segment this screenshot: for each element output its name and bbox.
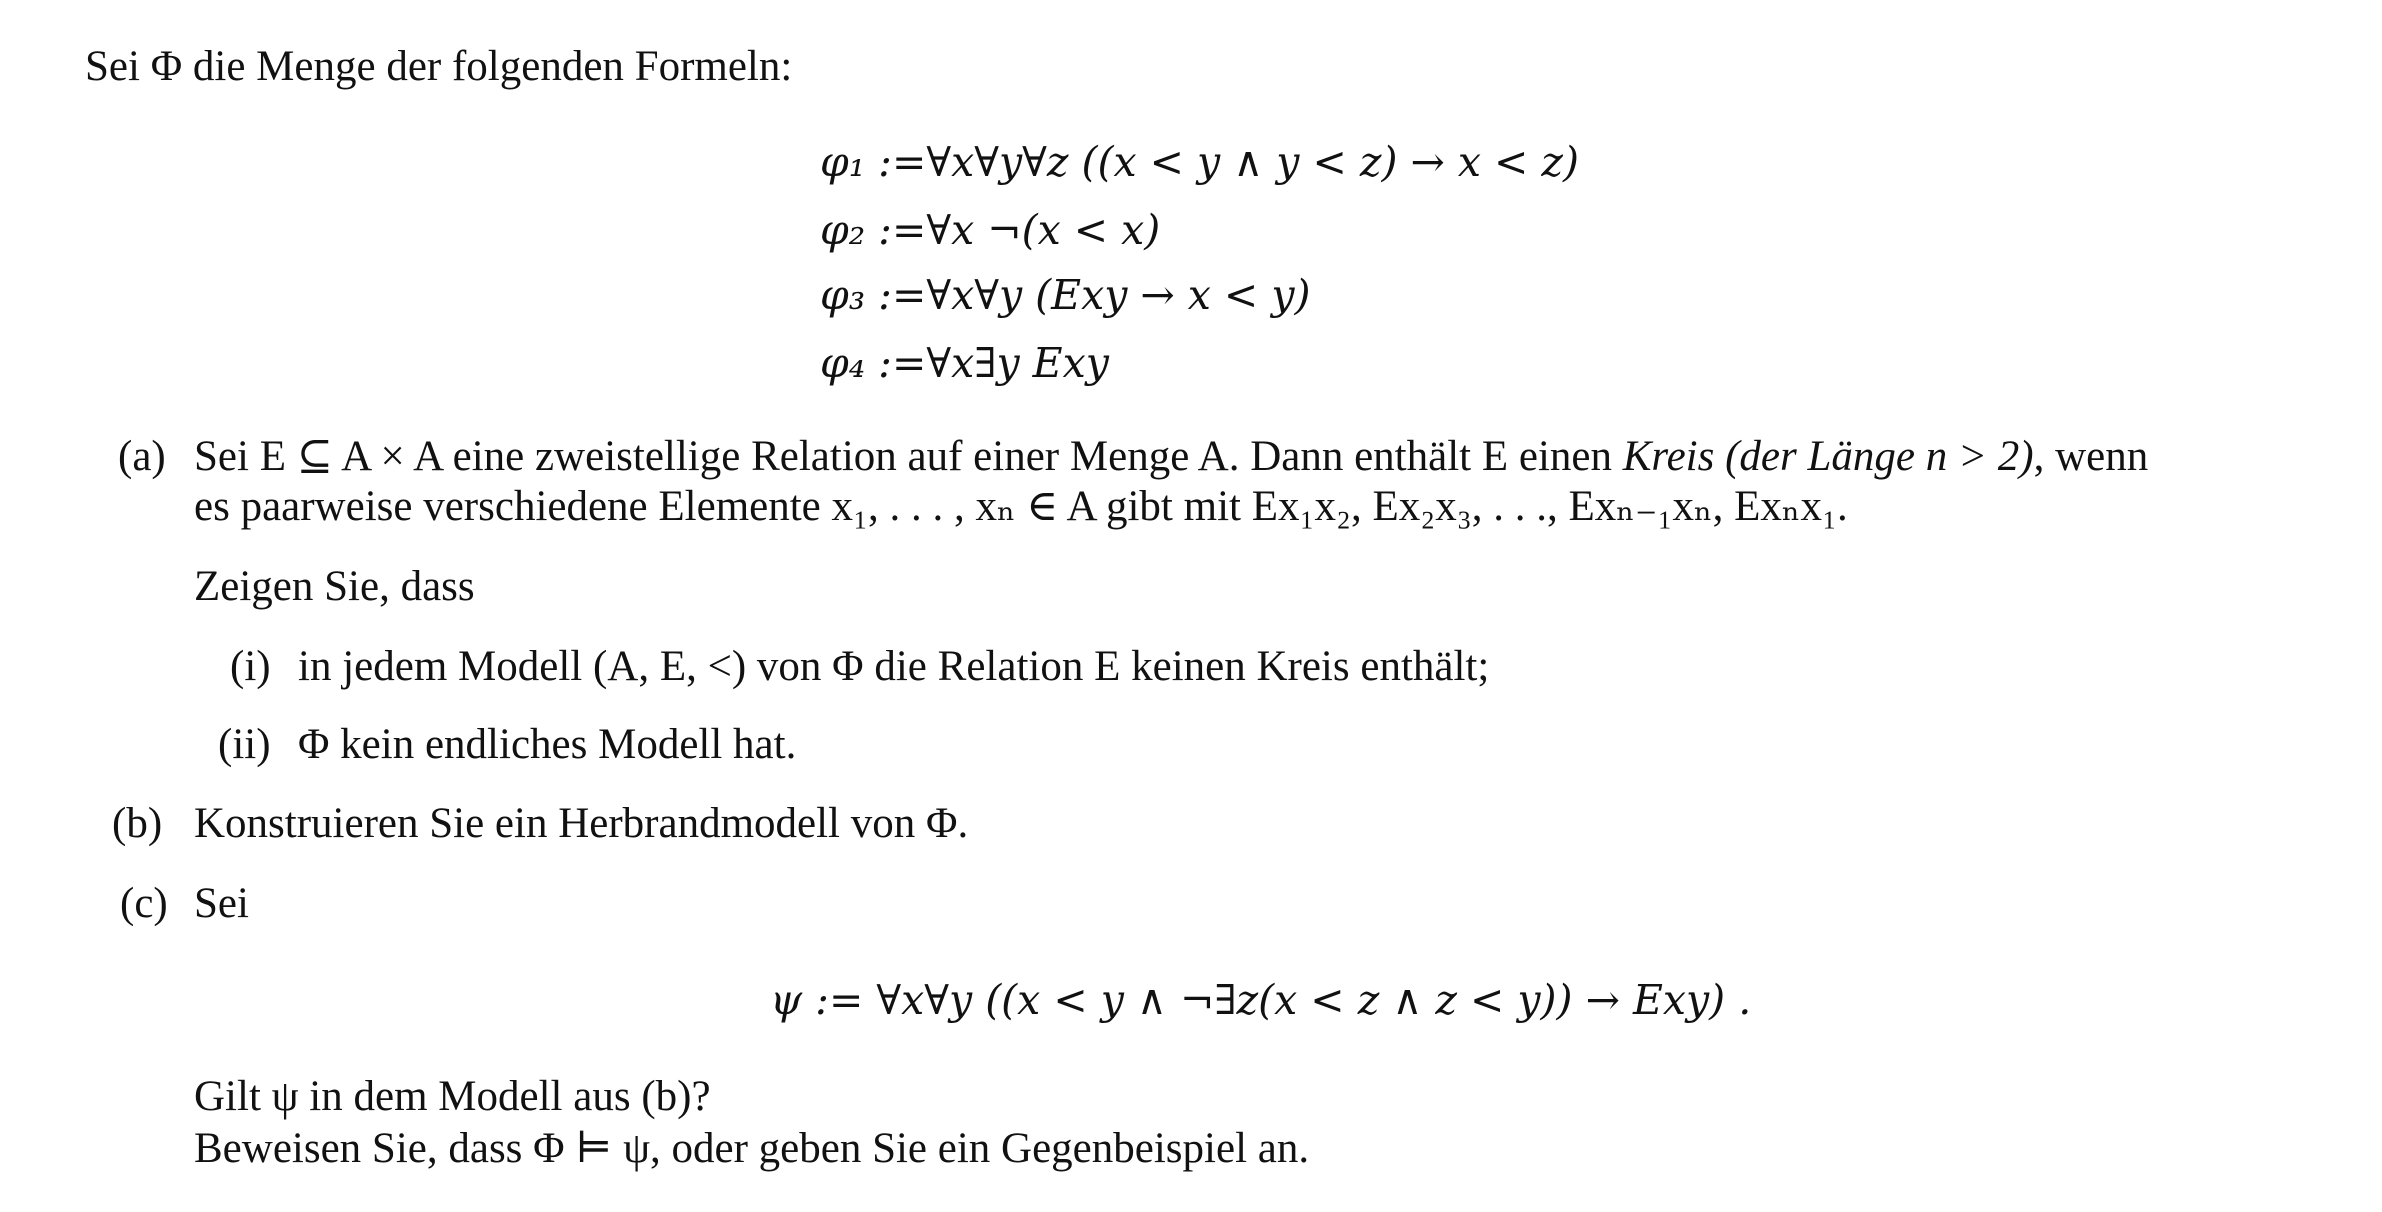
part-b-text: Konstruieren Sie ein Herbrandmodell von Φ.: [194, 800, 969, 847]
formula-phi-4: φ₄ :=∀x∃y Exy: [820, 339, 1109, 387]
part-c-question: Gilt ψ in dem Modell aus (b)?: [194, 1073, 711, 1120]
part-a-label: (a): [118, 433, 166, 480]
part-a-definition-term: Kreis (der Länge n > 2): [1622, 433, 2034, 480]
part-a-definition-end: , wenn: [2033, 433, 2149, 480]
formula-phi-2: φ₂ :=∀x ¬(x < x): [820, 206, 1161, 254]
part-a-prompt: Zeigen Sie, dass: [194, 563, 475, 610]
part-a-item-ii-text: Φ kein endliches Modell hat.: [298, 721, 797, 768]
part-c-instruction: Beweisen Sie, dass Φ ⊨ ψ, oder geben Sie ein Gegenbeispiel an.: [194, 1125, 1310, 1172]
part-a-line-2: es paarweise verschiedene Elemente x₁, . . . , xₙ ∈ A gibt mit Ex₁x₂, Ex₂x₃, . . ., Exₙ₋₁xₙ, Exₙx₁.: [194, 483, 1848, 530]
part-c-label: (c): [120, 880, 168, 927]
intro-text: Sei Φ die Menge der folgenden Formeln:: [85, 43, 793, 90]
part-a-item-i-label: (i): [230, 643, 271, 690]
formula-psi: ψ := ∀x∀y ((x < y ∧ ¬∃z(x < z ∧ z < y)) → Exy) .: [770, 976, 1752, 1024]
part-a-line-1: [194, 430, 2148, 484]
part-c-text: Sei: [194, 880, 249, 927]
formula-phi-3: φ₃ :=∀x∀y (Exy → x < y): [820, 271, 1311, 319]
part-a-item-ii-label: (ii): [218, 721, 271, 768]
part-a-item-i-text: in jedem Modell (A, E, <) von Φ die Relation E keinen Kreis enthält;: [298, 643, 1490, 690]
part-b-label: (b): [112, 800, 163, 847]
part-a-definition-text: Sei E ⊆ A × A eine zweistellige Relation auf einer Menge A. Dann enthält E einen: [194, 433, 1623, 480]
formula-phi-1: φ₁ :=∀x∀y∀z ((x < y ∧ y < z) → x < z): [820, 138, 1580, 186]
